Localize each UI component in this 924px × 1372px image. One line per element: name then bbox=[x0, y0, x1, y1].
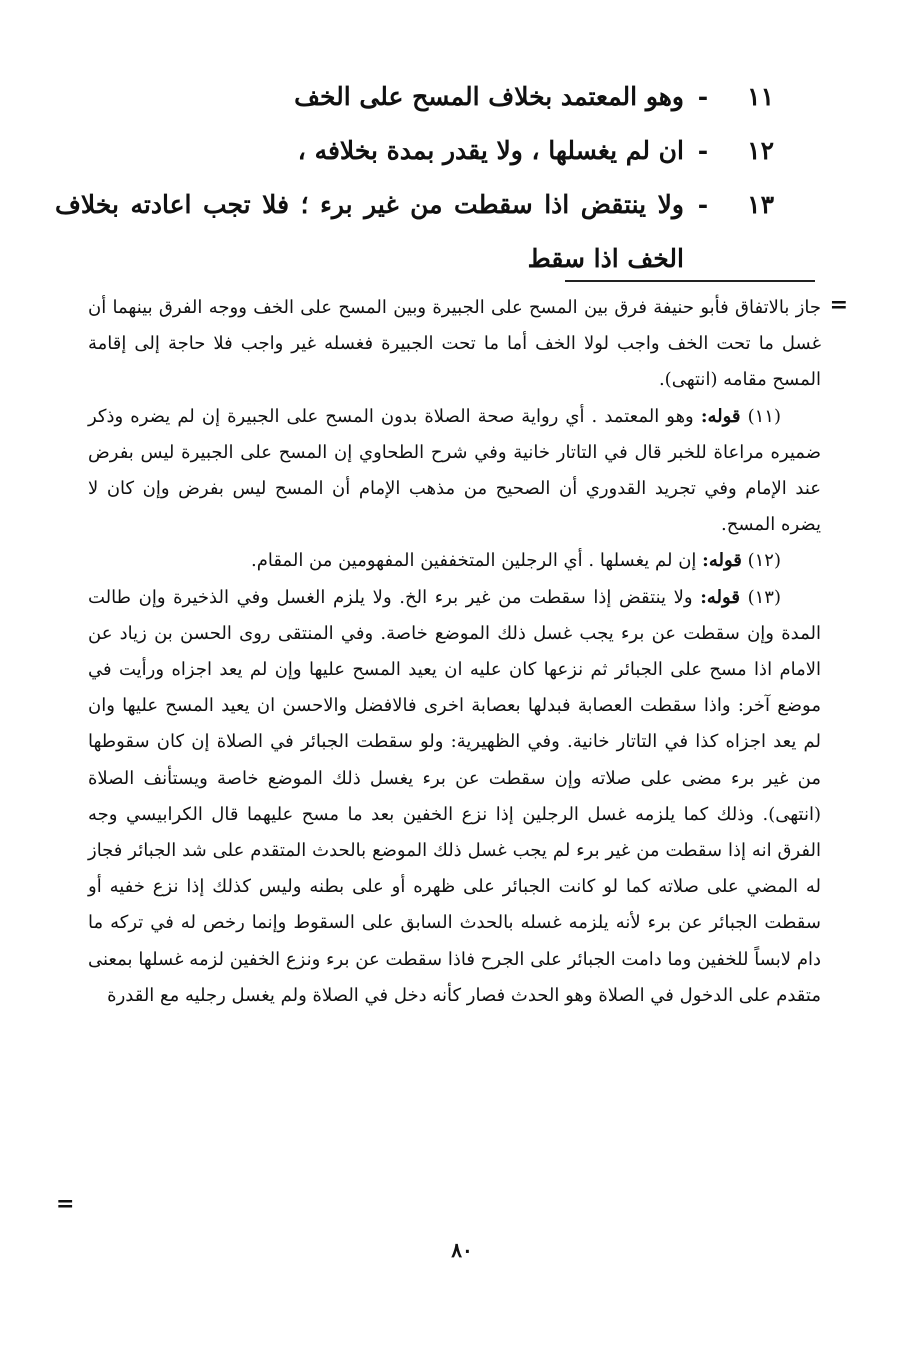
item-dash: - bbox=[697, 136, 709, 165]
note-keyword: قوله: bbox=[702, 550, 742, 572]
main-item-11 bbox=[55, 70, 774, 124]
main-item-12 bbox=[55, 124, 774, 178]
item-dash: - bbox=[697, 82, 709, 111]
item-number: ١٣ bbox=[747, 190, 774, 219]
page-number: ٨٠ bbox=[451, 1238, 473, 1262]
continuation-mark-bottom: = bbox=[56, 1191, 75, 1217]
note-text: ولا ينتقض إذا سقطت من غير برء الخ. ولا يلزم الغسل وفي الذخيرة وإن طالت المدة وإن سقطت عن برء يجب غسل ذلك الموضع خاصة. وفي المنتقى روى الحسن بن زياد عن الامام اذا مسح على الجبائر ثم نزعها كان عليه ان يعيد المسح عليها وإن لم يعد اجزاه ورأيت في موضع آخر: واذا سقطت العصابة فبدلها بعصابة اخرى فالافضل والاحسن ان يعيد المسح عليها وان لم يعد اجزاه كذا في التاتار خانية. وفي الظهيرية: ولو سقطت الجبائر في الصلاة إن كان سقوطها من غير برء مضى على صلاته وإن سقطت عن برء يغسل ذلك الموضع خاصة ويستأنف الصلاة (انتهى). وذلك كما يلزمه غسل الرجلين إذا نزع الخفين بعد ما مسح عليهما قال الكرابيسي وجه الفرق انه إذا سقطت من غير برء لم يجب غسل ذلك الموضع بالحدث المتقدم على شد الجبائر فجاز له المضي على صلاته كما لو كانت الجبائر على ظهره أو على بطنه وليس كذلك إذا نزع خفيه أو سقطت الجبائر عن برء لأنه يلزمه غسله بالحدث السابق على السقوط وإنما رخص له في تركه ما دام لابساً للخفين وما دامت الجبائر على الجرح فاذا سقطت عن برء ونزع الخفين لزمه غسلها بمعنى متقدم على الدخول في الصلاة وهو الحدث فصار كأنه دخل في الصلاة ولم يغسل رجليه مع القدرة bbox=[88, 586, 821, 1006]
note-11 bbox=[88, 399, 821, 544]
note-text: وهو المعتمد . أي رواية صحة الصلاة بدون المسح على الجبيرة إن لم يضره وذكر ضميره مراعاة للخبر قال في التاتار خانية وفي شرح الطحاوي إن المسح على الجبيرة ليس بفرض عند الإمام وفي تجريد القدوري أن الصحيح من مذهب الإمام أن المسح ليس بفرض وإن كان لا يضره المسح. bbox=[88, 405, 821, 536]
note-ref: (١١) bbox=[747, 405, 782, 427]
note-13 bbox=[88, 580, 821, 1014]
item-text: ولا ينتقض اذا سقطت من غير برء ؛ فلا تجب اعادته بخلاف الخف اذا سقط bbox=[55, 190, 684, 273]
main-text-block bbox=[55, 70, 774, 286]
commentary-intro: جاز بالاتفاق فأبو حنيفة فرق بين المسح على الجبيرة وبين المسح على الخف ووجه الفرق بينهما أن غسل ما تحت الخف واجب لولا الخف أما ما تحت الجبيرة فغسله غير واجب فلا حاجة إلى إقامة المسح مقامه (انتهى). bbox=[88, 297, 821, 391]
main-item-13 bbox=[55, 178, 774, 286]
note-keyword: قوله: bbox=[700, 586, 740, 608]
continuation-mark-top: = bbox=[829, 292, 848, 318]
item-number: ١٢ bbox=[747, 136, 774, 165]
footnote-separator bbox=[565, 280, 815, 282]
commentary-block bbox=[88, 290, 821, 1014]
note-12 bbox=[88, 543, 821, 579]
note-ref: (١٣) bbox=[747, 586, 781, 608]
note-text: إن لم يغسلها . أي الرجلين المتخففين المفهومين من المقام. bbox=[250, 550, 697, 572]
item-dash: - bbox=[697, 190, 709, 219]
item-number: ١١ bbox=[747, 82, 774, 111]
item-text: ان لم يغسلها ، ولا يقدر بمدة بخلافه ، bbox=[297, 136, 684, 165]
note-ref: (١٢) bbox=[747, 550, 781, 572]
note-keyword: قوله: bbox=[700, 405, 741, 427]
item-text: وهو المعتمد بخلاف المسح على الخف bbox=[294, 82, 684, 111]
